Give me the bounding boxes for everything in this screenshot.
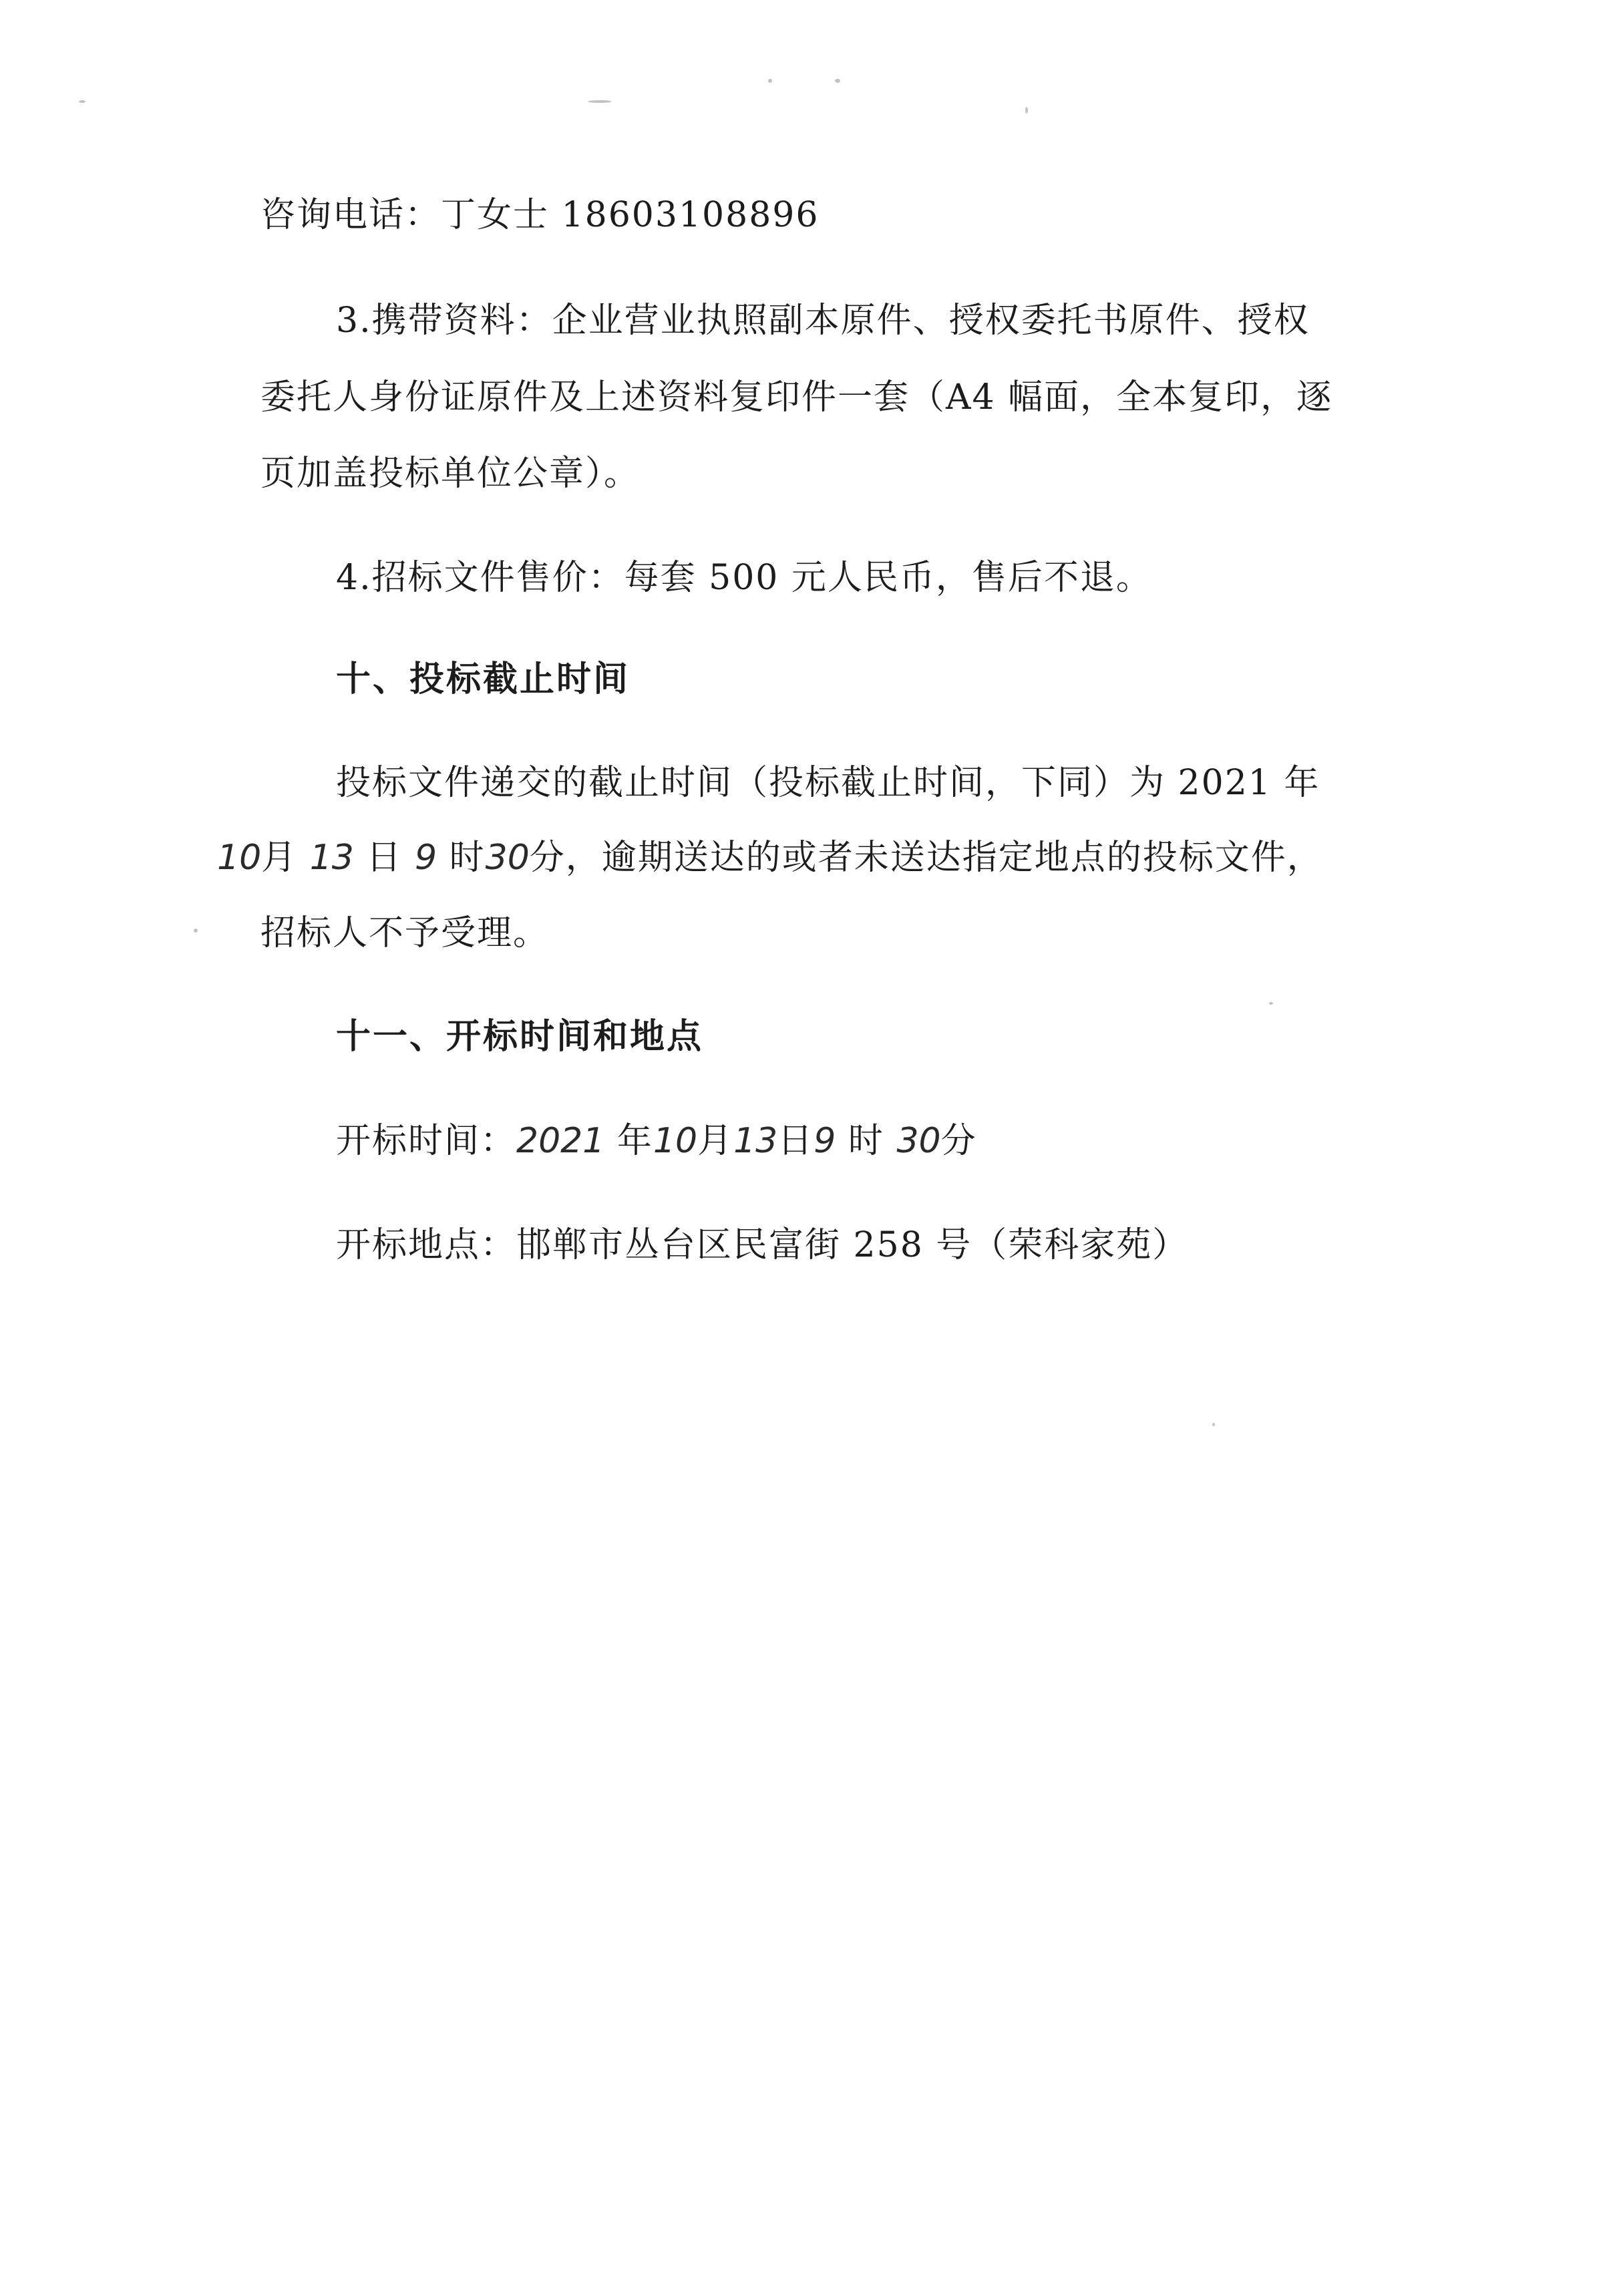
section10-para-line-3: 招标人不予受理。 (260, 913, 550, 953)
scan-speck (1212, 1423, 1215, 1426)
item3-line-3: 页加盖投标单位公章）。 (260, 454, 641, 494)
year-label: 年 (616, 1121, 653, 1161)
opening-place-line: 开标地点：邯郸市丛台区民富街 258 号（荣科家苑） (336, 1225, 1189, 1265)
scan-speck (1025, 107, 1028, 114)
hour-label: 时 (449, 838, 486, 878)
item3-line-2: 委托人身份证原件及上述资料复印件一套（A4 幅面，全本复印，逐 (260, 377, 1333, 418)
section10-heading: 十、投标截止时间 (336, 659, 631, 699)
section11-heading: 十一、开标时间和地点 (336, 1016, 704, 1057)
section10-para-line-2 (217, 836, 1323, 879)
day-label: 日 (366, 838, 403, 878)
item4-line: 4.招标文件售价：每套 500 元人民币，售后不退。 (336, 558, 1152, 598)
handwritten-day: 13 (733, 1121, 778, 1161)
minute-label: 分 (940, 1121, 977, 1161)
handwritten-month: 10 (217, 838, 262, 878)
contact-line: 咨询电话：丁女士 18603108896 (260, 195, 820, 235)
month-label: 月 (697, 1121, 734, 1161)
scan-speck (79, 100, 85, 103)
scan-speck (1269, 1002, 1273, 1005)
deadline-rest: 分，逾期送达的或者未送达指定地点的投标文件， (529, 838, 1323, 878)
scan-speck (588, 100, 612, 103)
hour-label: 时 (848, 1121, 884, 1161)
day-label: 日 (777, 1121, 814, 1161)
scan-speck (194, 929, 198, 933)
item3-line-1: 3.携带资料：企业营业执照副本原件、授权委托书原件、授权 (336, 301, 1310, 341)
opening-time-line (336, 1120, 977, 1162)
handwritten-hour: 9 (414, 838, 437, 878)
handwritten-minute: 30 (485, 838, 530, 878)
handwritten-month: 10 (653, 1121, 698, 1161)
opening-time-label: 开标时间： (336, 1121, 517, 1161)
handwritten-day: 13 (309, 838, 354, 878)
handwritten-hour: 9 (814, 1121, 836, 1161)
handwritten-year: 2021 (516, 1121, 605, 1161)
handwritten-minute: 30 (896, 1121, 941, 1161)
scan-speck (835, 79, 840, 83)
month-label: 月 (261, 838, 298, 878)
section10-para-line-1: 投标文件递交的截止时间（投标截止时间，下同）为 2021 年 (336, 763, 1320, 803)
scan-speck (768, 79, 772, 83)
